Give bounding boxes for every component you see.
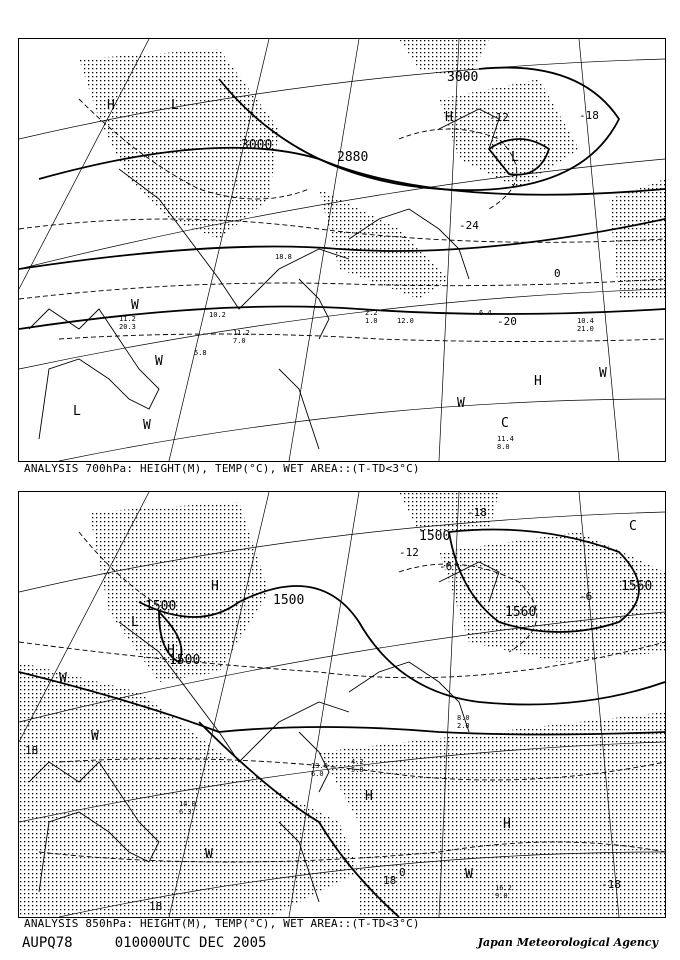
station-value: 6.4 [479,309,492,317]
contour-label: 2880 [337,150,369,165]
station-value: 14.0 [179,800,196,808]
contour-label: 1500 [273,593,305,608]
pressure-center: W [457,396,465,411]
map-panel-850hpa [18,491,666,918]
pressure-center: L [171,98,179,113]
pressure-center: C [501,416,509,431]
station-value: 2.2 [365,309,378,317]
station-obs-700 [119,253,594,451]
wet-area-700 [79,39,665,299]
temp-label: -20 [497,315,517,328]
map-panel-700hpa [18,38,666,462]
pressure-center: W [205,847,213,862]
caption-850hpa: ANALYSIS 850hPa: HEIGHT(M), TEMP(°C), WET AREA::(T-TD<3°C) [24,917,420,930]
chart-identifier [22,935,266,951]
pressure-center: H [107,98,115,113]
contour-label: 1500 [419,529,451,544]
temp-label: -6 [439,560,453,573]
map-700hpa [19,39,665,461]
pressure-center: L [511,150,519,165]
station-value: 6.0 [311,770,324,778]
temp-label: 18 [149,900,163,913]
pressure-center: W [599,366,607,381]
temp-label: -6 [579,590,593,603]
pressure-center: W [59,671,67,686]
pressure-center: H [167,643,175,658]
temp-label: -24 [459,219,479,232]
station-value: 11.2 [233,329,250,337]
station-value: 8.0 [457,714,470,722]
contour-label: 3000 [241,138,273,153]
pressure-center: H [365,789,373,804]
station-value: 13.0 [311,762,328,770]
station-value: 10.4 [577,317,594,325]
station-value: 9.0 [495,892,508,900]
station-value: 4.2 [351,758,364,766]
station-value: 18.8 [275,253,292,261]
station-value: 16.2 [495,884,512,892]
pressure-center: W [465,867,473,882]
pressure-center: W [143,418,151,433]
station-value: 20.3 [119,323,136,331]
station-value: 5.8 [194,349,207,357]
station-value: 1.0 [365,317,378,325]
temp-label: 18 [383,874,397,887]
pressure-center: H [211,579,219,594]
chart-code: AUPQ78 [22,935,73,951]
station-value: 2.0 [457,722,470,730]
contour-label: 1500 [145,599,177,614]
pressure-center: H [503,817,511,832]
station-value: 21.0 [577,325,594,333]
station-value: 12.0 [397,317,414,325]
temp-label: 0 [399,866,406,879]
temp-label: 0 [554,267,561,280]
temp-label: -12 [399,546,419,559]
contour-label: 1500 [169,653,201,668]
station-value: 6.3 [179,808,192,816]
contour-label: 1560 [621,579,653,594]
chart-datetime: 010000UTC DEC 2005 [114,935,267,951]
map-850hpa [19,492,665,917]
pressure-center: L [73,404,81,419]
station-value: 8.0 [497,443,510,451]
temp-label: -18 [579,109,599,122]
pressure-center: W [155,354,163,369]
caption-700hpa: ANALYSIS 700hPa: HEIGHT(M), TEMP(°C), WET AREA::(T-TD<3°C) [24,462,420,475]
station-value: 11.4 [497,435,514,443]
contour-label: 3000 [447,70,479,85]
temp-label: 18 [25,744,39,757]
pressure-center: L [131,615,139,630]
temp-label: -18 [467,506,487,519]
pressure-center: W [91,729,99,744]
agency-credit: Japan Meteorological Agency [477,936,658,949]
station-value: 10.2 [209,311,226,319]
pressure-center: H [534,374,542,389]
contour-label: 1560 [505,605,537,620]
temp-label: -18 [601,878,621,891]
pressure-center: H [445,110,453,125]
station-value: 7.0 [233,337,246,345]
pressure-center: C [629,519,637,534]
station-value: 11.2 [119,315,136,323]
station-value: 5.8 [351,766,364,774]
temp-label: -12 [489,111,509,124]
pressure-center: W [131,298,139,313]
